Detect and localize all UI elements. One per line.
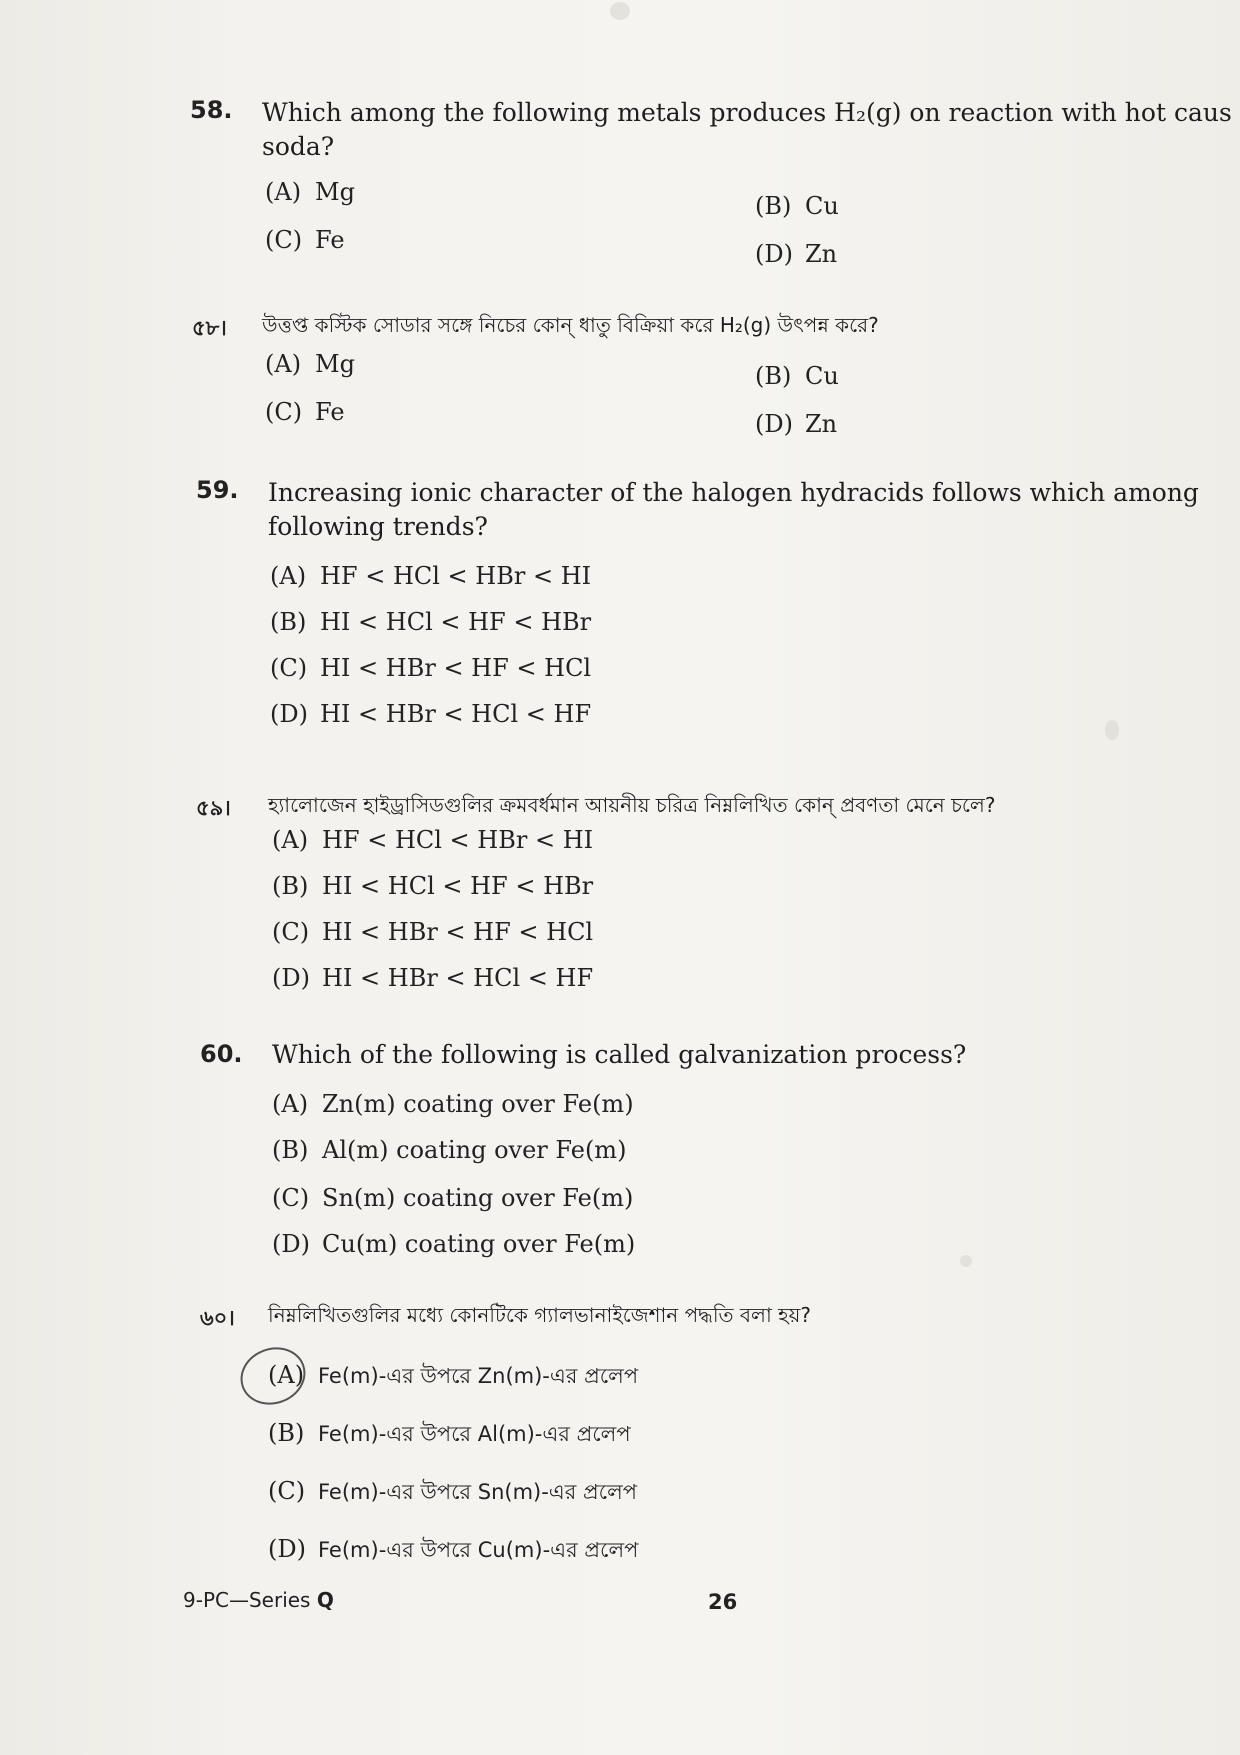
question-stem: হ্যালোজেন হাইড্রাসিডগুলির ক্রমবর্ধমান আয়নীয় চরিত্র নিম্নলিখিত কোন্ প্রবণতা মেনে চলে? [268,793,996,817]
option-d[interactable] [755,410,837,438]
question-stem: উত্তপ্ত কস্টিক সোডার সঙ্গে নিচের কোন্ ধাতু বিক্রিয়া করে H₂(g) উৎপন্ন করে? [262,313,879,337]
option-a[interactable] [265,350,355,378]
option-b[interactable] [268,1418,631,1453]
option-label: (A) [272,826,309,854]
option-c[interactable] [272,918,593,946]
option-label: (C) [268,1477,306,1505]
option-d[interactable] [755,240,837,268]
option-label: (B) [268,1419,305,1447]
option-d[interactable] [272,964,593,992]
option-text: Cu(m) coating over Fe(m) [322,1230,636,1258]
option-label: (D) [272,964,310,992]
option-label: (D) [268,1535,306,1563]
option-d[interactable] [268,1534,638,1569]
option-a[interactable] [265,178,355,206]
option-label: (B) [272,872,309,900]
option-text: Fe(m)-এর উপরে Al(m)-এর প্রলেপ [318,1422,631,1446]
option-d[interactable] [272,1230,635,1258]
option-b[interactable] [272,872,593,900]
option-label: (B) [755,192,792,220]
option-label: (A) [270,562,307,590]
option-text: Cu [805,192,839,220]
option-text: Zn [805,240,838,268]
scan-speck [610,2,630,20]
stem-line: soda? [262,132,335,161]
paper-code [183,1588,334,1612]
option-label: (D) [755,240,793,268]
option-b[interactable] [270,608,591,636]
option-text: HI < HCl < HF < HBr [322,872,594,900]
option-a[interactable] [272,1090,634,1118]
option-label: (D) [755,410,793,438]
page-number: 26 [708,1590,738,1614]
option-text: Fe(m)-এর উপরে Cu(m)-এর প্রলেপ [318,1538,639,1562]
option-text: HI < HBr < HCl < HF [320,700,592,728]
option-label: (C) [270,654,308,682]
option-label: (B) [755,362,792,390]
option-text: HF < HCl < HBr < HI [320,562,592,590]
option-label: (C) [272,1184,310,1212]
series-letter: Q [316,1588,334,1612]
option-c[interactable] [268,1476,637,1511]
option-text: Mg [315,178,355,206]
question-stem [268,476,1233,544]
question-number: ৬০। [200,1306,235,1330]
option-b[interactable] [755,362,839,390]
option-c[interactable] [270,654,591,682]
option-text: Zn [805,410,838,438]
question-number: 58. [190,96,233,124]
option-label: (C) [265,226,303,254]
option-text: HF < HCl < HBr < HI [322,826,594,854]
option-text: HI < HBr < HF < HCl [322,918,594,946]
question-stem: নিম্নলিখিতগুলির মধ্যে কোনটিকে গ্যালভানাইজেশান পদ্ধতি বলা হয়? [268,1303,812,1327]
option-c[interactable] [265,398,345,426]
option-label: (A) [265,350,302,378]
option-b[interactable] [755,192,839,220]
option-c[interactable] [265,226,345,254]
option-a[interactable] [272,826,593,854]
option-c[interactable] [272,1184,633,1212]
question-number: ৫৯। [196,796,231,820]
option-text: Zn(m) coating over Fe(m) [322,1090,634,1118]
option-a[interactable] [270,562,591,590]
stem-line: Which among the following metals produces H₂(g) on reaction with hot caus [262,98,1232,127]
option-text: Cu [805,362,839,390]
option-label: (D) [272,1230,310,1258]
stem-line: following trends? [268,512,488,541]
question-number: 60. [200,1040,243,1068]
option-text: Mg [315,350,355,378]
option-text: HI < HCl < HF < HBr [320,608,592,636]
option-text: Fe [315,398,345,426]
option-label: (A) [272,1090,309,1118]
option-text: Sn(m) coating over Fe(m) [322,1184,634,1212]
option-label: (A) [265,178,302,206]
option-label: (C) [272,918,310,946]
question-number: ৫৮। [192,316,227,340]
option-text: HI < HBr < HF < HCl [320,654,592,682]
option-d[interactable] [270,700,591,728]
option-text: HI < HBr < HCl < HF [322,964,594,992]
question-number: 59. [196,476,239,504]
question-stem [262,96,1232,164]
option-b[interactable] [272,1136,626,1164]
paper-code-text: 9-PC—Series [183,1588,311,1612]
option-label: (D) [270,700,308,728]
option-a[interactable] [268,1360,638,1395]
option-text: Al(m) coating over Fe(m) [322,1136,627,1164]
scan-speck [960,1255,972,1267]
stem-line: Increasing ionic character of the halogen hydracids follows which among [268,478,1199,507]
question-stem: Which of the following is called galvanization process? [272,1040,967,1069]
option-label: (C) [265,398,303,426]
option-text: Fe(m)-এর উপরে Zn(m)-এর প্রলেপ [318,1364,639,1388]
option-text: Fe(m)-এর উপরে Sn(m)-এর প্রলেপ [318,1480,638,1504]
option-label: (B) [270,608,307,636]
option-text: Fe [315,226,345,254]
option-label: (B) [272,1136,309,1164]
option-label: (A) [268,1361,305,1389]
scan-speck [1105,720,1119,740]
